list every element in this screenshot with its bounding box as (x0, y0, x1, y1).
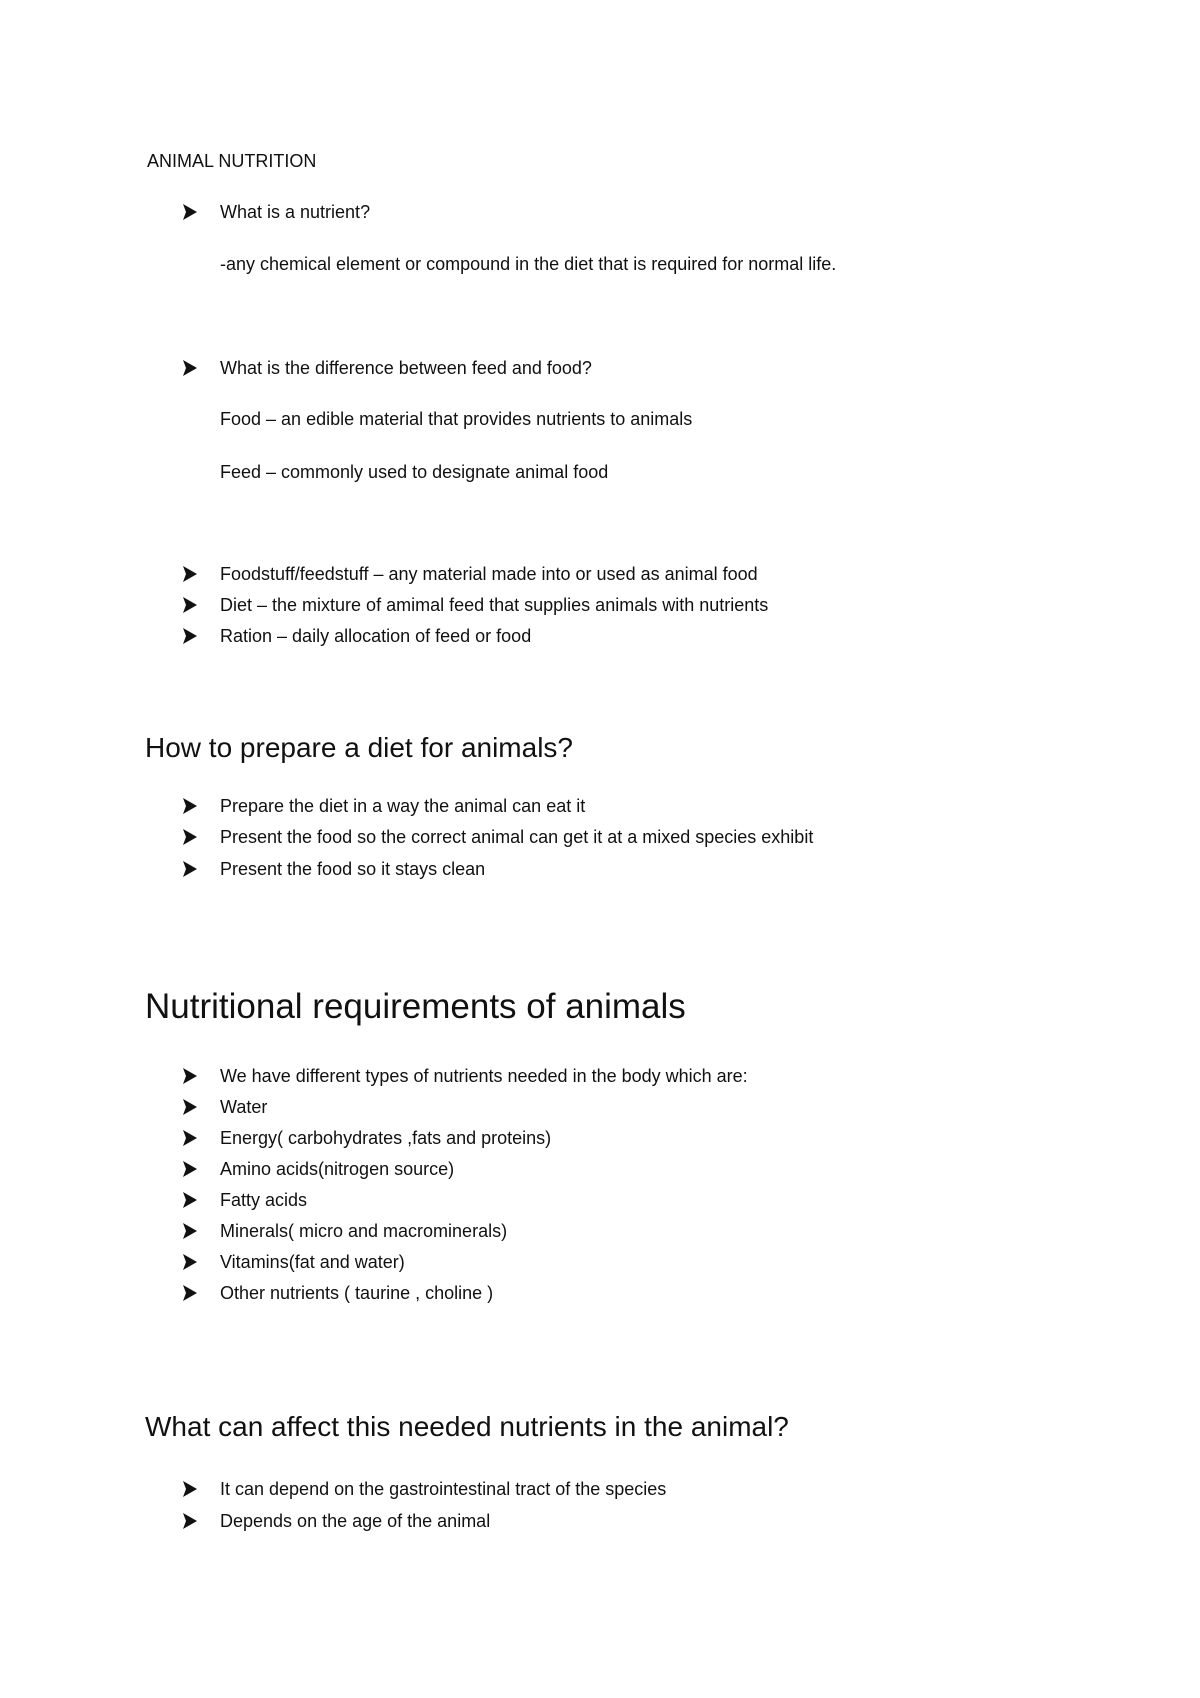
requirement-item: Other nutrients ( taurine , choline ) (220, 1283, 494, 1303)
arrowhead-bullet-icon (182, 797, 198, 815)
affect-item: Depends on the age of the animal (220, 1511, 491, 1531)
arrowhead-bullet-icon (182, 1284, 198, 1302)
heading-prepare-diet: How to prepare a diet for animals? (145, 732, 573, 763)
list-item (182, 1187, 307, 1213)
list-item (182, 623, 531, 649)
list-item (182, 1218, 507, 1244)
list-item (182, 1063, 748, 1089)
arrowhead-bullet-icon (182, 203, 198, 221)
prepare-item: Present the food so it stays clean (220, 859, 486, 879)
heading-nutritional-requirements: Nutritional requirements of animals (145, 987, 686, 1026)
arrowhead-bullet-icon (182, 1129, 198, 1147)
heading-affect-nutrients: What can affect this needed nutrients in the animal? (145, 1411, 789, 1442)
arrowhead-bullet-icon (182, 1160, 198, 1178)
requirement-item: Water (220, 1097, 268, 1117)
arrowhead-bullet-icon (182, 1067, 198, 1085)
arrowhead-bullet-icon (182, 1253, 198, 1271)
arrowhead-bullet-icon (182, 828, 198, 846)
list-item (182, 561, 758, 587)
arrowhead-bullet-icon (182, 1222, 198, 1240)
arrowhead-bullet-icon (182, 1191, 198, 1209)
arrowhead-bullet-icon (182, 1480, 198, 1498)
requirement-item: Vitamins(fat and water) (220, 1252, 405, 1272)
bullet-item (182, 355, 592, 381)
list-item (182, 1094, 267, 1120)
question-what-is-nutrient: What is a nutrient? (220, 202, 371, 222)
list-item (182, 824, 813, 850)
arrowhead-bullet-icon (182, 1098, 198, 1116)
term-foodstuff: Foodstuff/feedstuff – any material made into or used as animal food (220, 564, 758, 584)
term-diet: Diet – the mixture of amimal feed that supplies animals with nutrients (220, 595, 769, 615)
answer-nutrient-definition: -any chemical element or compound in the diet that is required for normal life. (220, 254, 837, 274)
requirement-item: Fatty acids (220, 1190, 308, 1210)
requirement-item: We have different types of nutrients needed in the body which are: (220, 1066, 748, 1086)
document-title: ANIMAL NUTRITION (147, 151, 317, 171)
list-item (182, 856, 485, 882)
food-definition: Food – an edible material that provides nutrients to animals (220, 409, 693, 429)
requirement-item: Amino acids(nitrogen source) (220, 1159, 455, 1179)
requirement-item: Minerals( micro and macrominerals) (220, 1221, 508, 1241)
term-ration: Ration – daily allocation of feed or food (220, 626, 532, 646)
arrowhead-bullet-icon (182, 359, 198, 377)
list-item (182, 1476, 666, 1502)
bullet-item (182, 199, 370, 225)
question-feed-vs-food: What is the difference between feed and food? (220, 358, 592, 378)
arrowhead-bullet-icon (182, 627, 198, 645)
requirement-item: Energy( carbohydrates ,fats and proteins) (220, 1128, 552, 1148)
arrowhead-bullet-icon (182, 1512, 198, 1530)
list-item (182, 592, 768, 618)
list-item (182, 793, 585, 819)
list-item (182, 1125, 551, 1151)
affect-item: It can depend on the gastrointestinal tract of the species (220, 1479, 667, 1499)
list-item (182, 1508, 490, 1534)
prepare-item: Prepare the diet in a way the animal can eat it (220, 796, 586, 816)
list-item (182, 1156, 454, 1182)
arrowhead-bullet-icon (182, 596, 198, 614)
arrowhead-bullet-icon (182, 565, 198, 583)
list-item (182, 1249, 405, 1275)
prepare-item: Present the food so the correct animal can get it at a mixed species exhibit (220, 827, 814, 847)
arrowhead-bullet-icon (182, 860, 198, 878)
list-item (182, 1280, 493, 1306)
feed-definition: Feed – commonly used to designate animal food (220, 462, 609, 482)
